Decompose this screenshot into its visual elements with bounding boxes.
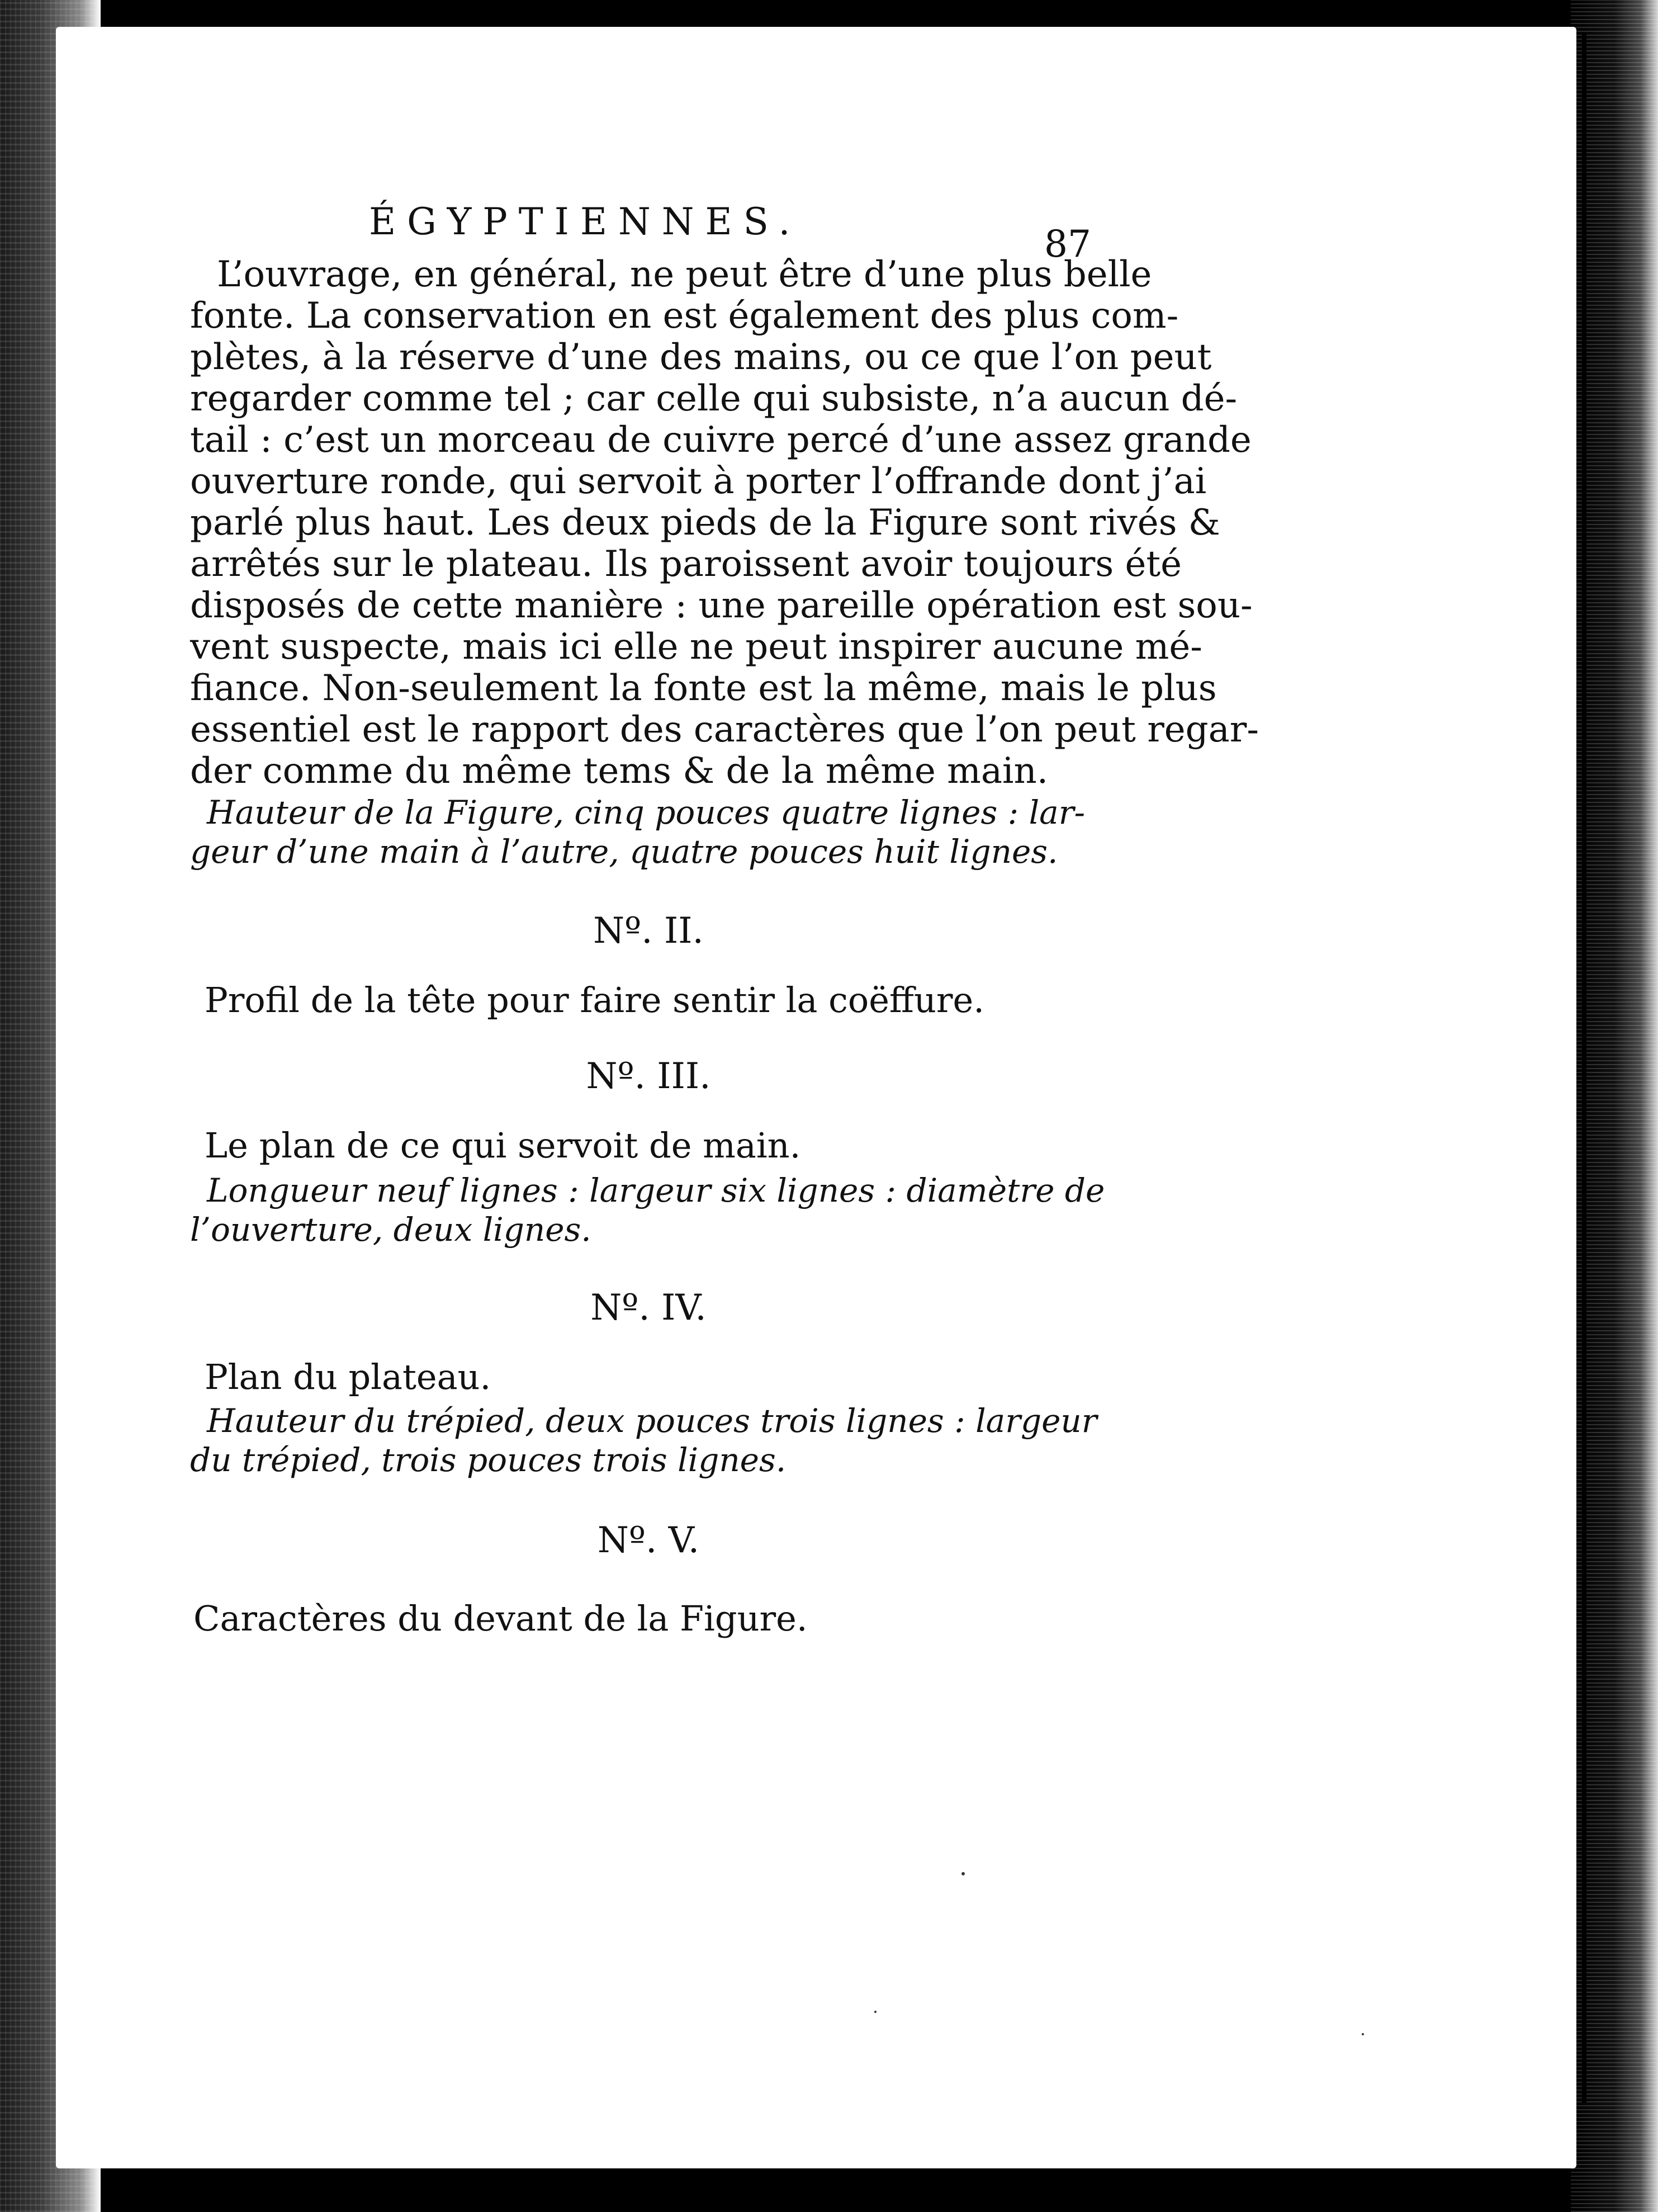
section-text-iii: Le plan de ce qui servoit de main.: [205, 1125, 801, 1166]
dimension-line: Hauteur du trépied, deux pouces trois lignes : largeur: [207, 1402, 1097, 1440]
paragraph-line: disposés de cette manière : une pareille opération est sou-: [190, 585, 1253, 626]
ink-speck: [874, 2011, 877, 2013]
dimension-line: Longueur neuf lignes : largeur six lignes : diamètre de: [207, 1171, 1105, 1209]
section-text-ii: Profil de la tête pour faire sentir la coëffure.: [205, 980, 984, 1020]
paragraph-line: arrêtés sur le plateau. Ils paroissent avoir toujours été: [190, 543, 1182, 585]
paragraph-line: fiance. Non-seulement la fonte est la même, mais le plus: [190, 668, 1217, 709]
dimension-line: du trépied, trois pouces trois lignes.: [190, 1441, 787, 1479]
paragraph-line: tail : c’est un morceau de cuivre percé d’une assez grande: [190, 419, 1252, 461]
paragraph-line: der comme du même tems & de la même main.: [190, 750, 1049, 792]
section-heading-iv: Nº. IV.: [590, 1287, 707, 1329]
section-dimensions-iv: [190, 1401, 1107, 1480]
dimension-line: l’ouverture, deux lignes.: [190, 1211, 591, 1249]
paragraph-line: ouverture ronde, qui servoit à porter l’offrande dont j’ai: [190, 461, 1207, 502]
section-heading-iii: Nº. III.: [586, 1056, 711, 1097]
section-heading-ii: Nº. II.: [593, 910, 704, 952]
paragraph-line: plètes, à la réserve d’une des mains, ou ce que l’on peut: [190, 337, 1212, 378]
paragraph-line: L’ouvrage, en général, ne peut être d’une plus belle: [217, 254, 1152, 295]
paragraph-line: parlé plus haut. Les deux pieds de la Figure sont rivés &: [190, 502, 1220, 543]
page-number: 87: [1044, 223, 1091, 266]
running-title: ÉGYPTIENNES.: [369, 200, 802, 243]
paragraph-line: essentiel est le rapport des caractères que l’on peut regar-: [190, 709, 1259, 750]
paragraph-line: regarder comme tel ; car celle qui subsiste, n’a aucun dé-: [190, 378, 1238, 419]
section-dimensions-iii: [190, 1171, 1107, 1249]
dimension-line: Hauteur de la Figure, cinq pouces quatre lignes : lar-: [207, 793, 1086, 831]
page-edge-shadow: [1582, 34, 1586, 2102]
main-paragraph: [190, 254, 1259, 792]
figure-dimensions: [190, 793, 1107, 871]
dimension-line: geur d’une main à l’autre, quatre pouces huit lignes.: [190, 833, 1058, 871]
ink-speck: [1362, 2033, 1364, 2035]
paragraph-line: vent suspecte, mais ici elle ne peut inspirer aucune mé-: [190, 626, 1202, 668]
paragraph-line: fonte. La conservation en est également des plus com-: [190, 295, 1179, 337]
section-heading-v: Nº. V.: [597, 1520, 700, 1561]
ink-speck: [961, 1872, 965, 1875]
section-text-v: Caractères du devant de la Figure.: [193, 1598, 808, 1639]
section-text-iv: Plan du plateau.: [205, 1356, 491, 1397]
